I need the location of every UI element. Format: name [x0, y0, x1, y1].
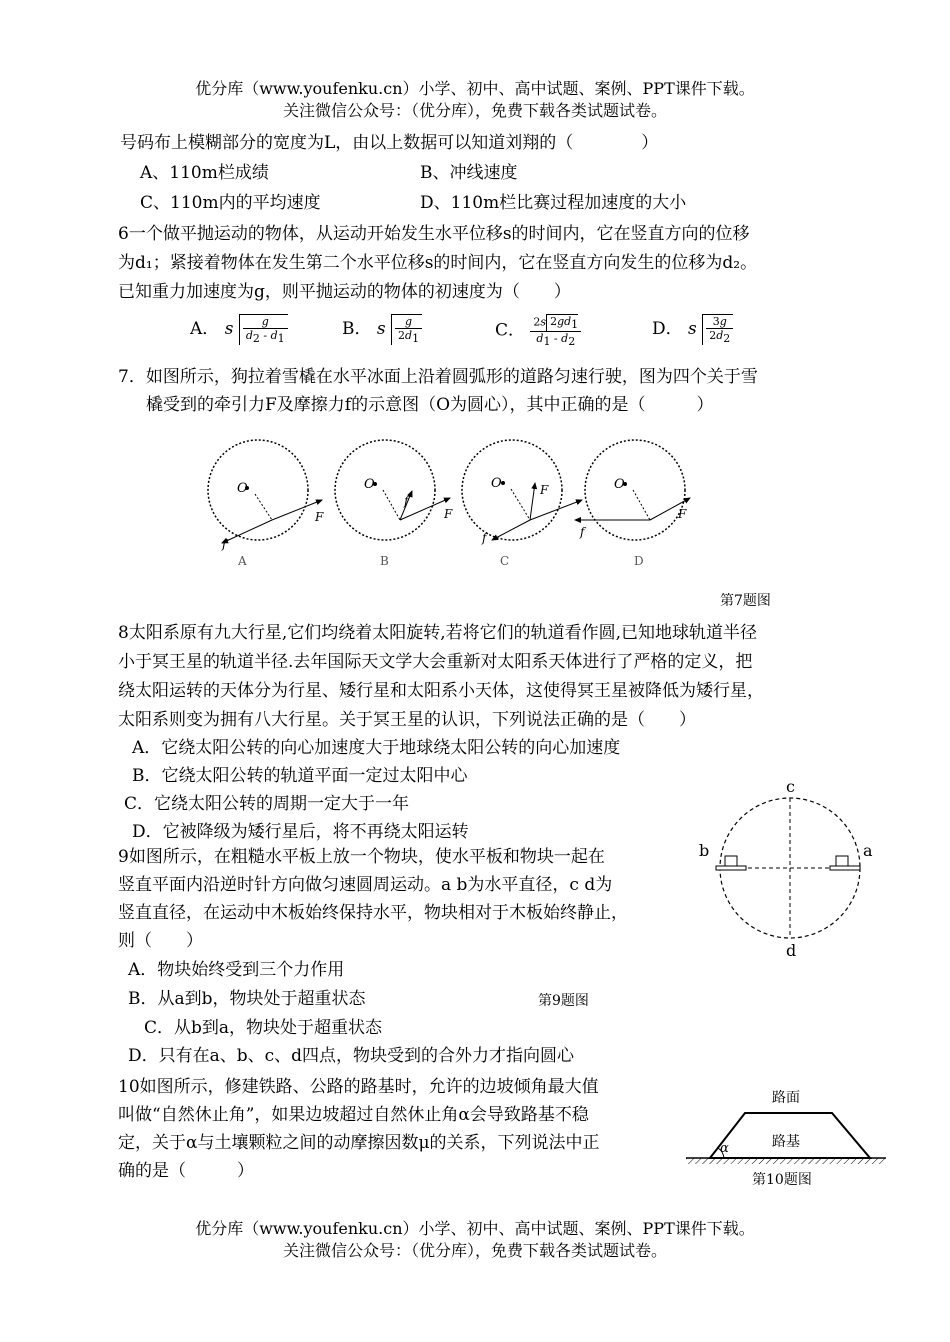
q6-option-a-label: A． — [190, 319, 220, 340]
q5-option-a: A、110m栏成绩 — [140, 163, 269, 183]
q8-line-1: 8太阳系原有九大行星,它们均绕着太阳旋转,若将它们的轨道看作圆,已知地球轨道半径 — [118, 623, 758, 643]
svg-text:F: F — [315, 510, 324, 524]
q7-caption: 第7题图 — [720, 593, 771, 609]
q9-line-1: 9如图所示，在粗糙水平板上放一个物块，使水平板和物块一起在 — [118, 847, 605, 867]
q7-diagram-d — [575, 440, 690, 568]
svg-text:f: f — [482, 531, 487, 545]
svg-text:F: F — [444, 507, 453, 521]
q7-figure — [200, 428, 700, 578]
q9-line-3: 竖直直径，在运动中木板始终保持水平，物块相对于木板始终静止， — [118, 903, 628, 923]
q6-option-d-label: D． — [652, 319, 683, 340]
q7-label-d: D — [634, 554, 644, 568]
q8-line-3: 绕太阳运转的天体分为行星、矮行星和太阳系小天体，这使得冥王星被降低为矮行星， — [118, 681, 764, 701]
q6-option-c-label: C． — [495, 320, 526, 341]
q9-label-b: b — [699, 841, 710, 860]
svg-text:F: F — [678, 507, 687, 521]
q9-caption: 第9题图 — [538, 993, 589, 1009]
q6-line-2: 为d₁；紧接着物体在发生第二个水平位移s的时间内，它在竖直方向发生的位移为d₂。 — [118, 253, 758, 273]
svg-text:F: F — [540, 483, 549, 497]
q9-label-a: a — [863, 841, 873, 860]
q8-option-b: B．它绕太阳公转的轨道平面一定过太阳中心 — [132, 766, 468, 786]
svg-text:O: O — [364, 477, 375, 492]
q8-option-d: D．它被降级为矮行星后，将不再绕太阳运转 — [132, 822, 469, 842]
q7-label-a: A — [238, 554, 247, 568]
q10-line-3: 定，关于α与土壤颗粒之间的动摩擦因数μ的关系，下列说法中正 — [118, 1133, 600, 1153]
svg-text:f: f — [580, 525, 585, 539]
q6-option-b-label: B． — [342, 319, 372, 340]
q9-option-c: C．从b到a，物块处于超重状态 — [144, 1018, 383, 1038]
q6-option-b: B． s $\frac{g}{2d_1}$ — [342, 314, 422, 345]
q10-caption: 第10题图 — [752, 1172, 812, 1188]
q10-figure — [680, 1080, 890, 1190]
q7-diagram-a — [208, 440, 324, 568]
q9-option-a: A．物块始终受到三个力作用 — [128, 960, 345, 980]
q8-line-2: 小于冥王星的轨道半径.去年国际天文学大会重新对太阳系天体进行了严格的定义，把 — [118, 652, 753, 672]
q7-diagram-b — [335, 440, 453, 568]
block-a — [830, 856, 860, 870]
q7-line-2: 橇受到的牵引力F及摩擦力f的示意图（O为圆心），其中正确的是（ ） — [146, 395, 714, 415]
q8-option-a: A．它绕太阳公转的向心加速度大于地球绕太阳公转的向心加速度 — [132, 738, 621, 758]
q10-road-surface-label: 路面 — [772, 1090, 800, 1106]
svg-text:O: O — [237, 481, 248, 496]
q6-option-c: C． $\frac{2s 2gd_1}{d_1 - d_2}$ — [495, 314, 581, 348]
q5-option-c: C、110m内的平均速度 — [140, 193, 321, 213]
svg-text:f: f — [404, 494, 409, 508]
q5-option-d: D、110m栏比赛过程加速度的大小 — [420, 193, 687, 213]
q7-line-1: 7．如图所示，狗拉着雪橇在水平冰面上沿着圆弧形的道路匀速行驶，图为四个关于雪 — [118, 367, 758, 387]
q9-label-d: d — [786, 941, 797, 960]
header-line-2: 关注微信公众号：（优分库），免费下载各类试题试卷。 — [282, 101, 667, 120]
header-line-1: 优分库（www.youfenku.cn）小学、初中、高中试题、案例、PPT课件下载。 — [195, 79, 755, 98]
footer-line-1: 优分库（www.youfenku.cn）小学、初中、高中试题、案例、PPT课件下载。 — [195, 1219, 755, 1238]
q8-option-c: C．它绕太阳公转的周期一定大于一年 — [124, 794, 410, 814]
q9-label-c: c — [786, 777, 795, 796]
q10-alpha: α — [720, 1141, 729, 1156]
q5-stem: 号码布上模糊部分的宽度为L，由以上数据可以知道刘翔的（ ） — [120, 133, 659, 153]
q6-option-a: A． s $\frac{g}{d_2 - d_1}$ — [190, 314, 288, 345]
q5-option-b: B、冲线速度 — [420, 163, 518, 183]
q7-label-b: B — [380, 554, 389, 568]
q8-line-4: 太阳系则变为拥有八大行星。关于冥王星的认识，下列说法正确的是（ ） — [118, 710, 696, 730]
svg-text:O: O — [491, 476, 502, 491]
footer-line-2: 关注微信公众号：（优分库），免费下载各类试题试卷。 — [282, 1241, 667, 1260]
q9-figure — [690, 770, 890, 970]
q9-line-2: 竖直平面内沿逆时针方向做匀速圆周运动。a b为水平直径，c d为 — [118, 875, 613, 895]
q6-option-d: D． s $\frac{3g}{2d_2}$ — [652, 314, 733, 345]
q9-line-4: 则（ ） — [118, 931, 203, 951]
q9-option-b: B．从a到b，物块处于超重状态 — [128, 989, 366, 1009]
q10-line-1: 10如图所示，修建铁路、公路的路基时，允许的边坡倾角最大值 — [118, 1077, 599, 1097]
svg-text:O: O — [614, 477, 625, 492]
q6-line-1: 6一个做平抛运动的物体，从运动开始发生水平位移s的时间内，它在竖直方向的位移 — [118, 224, 750, 244]
q10-roadbed-label: 路基 — [772, 1134, 800, 1150]
q7-label-c: C — [500, 554, 510, 568]
q9-option-d: D．只有在a、b、c、d四点，物块受到的合外力才指向圆心 — [128, 1046, 575, 1066]
q10-line-4: 确的是（ ） — [118, 1161, 254, 1181]
q6-line-3: 已知重力加速度为g，则平抛运动的物体的初速度为（ ） — [118, 282, 571, 302]
q7-diagram-c — [462, 440, 582, 568]
svg-text:f: f — [222, 537, 227, 551]
q10-line-2: 叫做“自然休止角”，如果边坡超过自然休止角α会导致路基不稳 — [118, 1105, 589, 1125]
